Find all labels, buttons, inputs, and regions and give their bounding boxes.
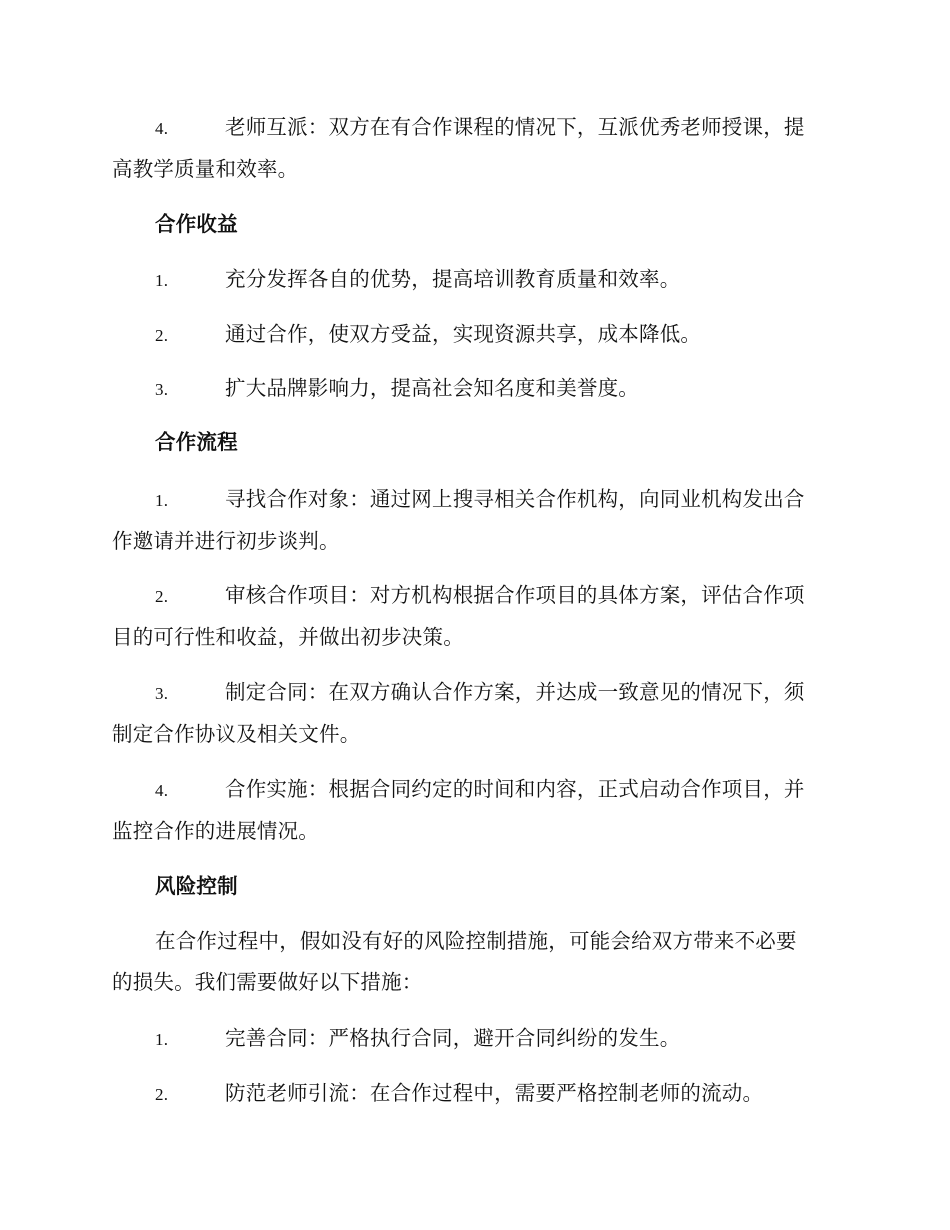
list-item-text: 充分发挥各自的优势，提高培训教育质量和效率。 <box>225 267 681 291</box>
list-number: 3. <box>155 684 169 703</box>
list-item-line: 高教学质量和效率。 <box>112 157 299 181</box>
list-item-line <box>112 672 832 714</box>
list-item-line: 制定合作协议及相关文件。 <box>112 722 361 746</box>
list-item <box>112 575 832 658</box>
section-heading: 合作收益 <box>155 212 238 236</box>
section-heading: 风险控制 <box>155 874 238 898</box>
list-item <box>112 368 832 410</box>
list-item-text: 通过合作，使双方受益，实现资源共享，成本降低。 <box>225 322 702 346</box>
list-number: 4. <box>155 781 169 800</box>
list-number: 2. <box>155 587 169 606</box>
list-item-line: 作邀请并进行初步谈判。 <box>112 529 340 553</box>
list-item <box>112 479 832 562</box>
list-item-line <box>112 769 832 811</box>
list-number: 2. <box>155 326 169 345</box>
paragraph-line: 的损失。我们需要做好以下措施： <box>112 970 423 994</box>
list-item <box>112 259 832 301</box>
list-item-line <box>112 259 832 301</box>
list-number: 3. <box>155 380 169 399</box>
section-heading: 合作流程 <box>155 430 238 454</box>
list-number: 2. <box>155 1085 169 1104</box>
list-item <box>112 107 832 190</box>
paragraph <box>112 921 832 1003</box>
list-item-line <box>112 107 832 149</box>
list-item-line <box>112 479 832 521</box>
list-item-line <box>112 1018 832 1060</box>
list-item <box>112 314 832 356</box>
list-item <box>112 672 832 755</box>
list-item-text: 扩大品牌影响力，提高社会知名度和美誉度。 <box>225 376 639 400</box>
list-item-line <box>112 575 832 617</box>
list-item-line: 监控合作的进展情况。 <box>112 819 319 843</box>
list-item-text: 制定合同：在双方确认合作方案，并达成一致意见的情况下，须 <box>225 680 805 704</box>
list-number: 1. <box>155 1030 169 1049</box>
list-item-line: 目的可行性和收益，并做出初步决策。 <box>112 625 464 649</box>
list-item-line <box>112 314 832 356</box>
list-number: 1. <box>155 271 169 290</box>
list-item-line <box>112 368 832 410</box>
list-item-line <box>112 1073 832 1115</box>
list-item <box>112 1018 832 1060</box>
list-item-text: 寻找合作对象：通过网上搜寻相关合作机构，向同业机构发出合 <box>225 487 805 511</box>
list-item <box>112 1073 832 1115</box>
list-item-text: 完善合同：严格执行合同，避开合同纠纷的发生。 <box>225 1026 681 1050</box>
list-item-text: 防范老师引流：在合作过程中，需要严格控制老师的流动。 <box>225 1081 764 1105</box>
list-item-text: 合作实施：根据合同约定的时间和内容，正式启动合作项目，并 <box>225 777 805 801</box>
paragraph-line: 在合作过程中，假如没有好的风险控制措施，可能会给双方带来不必要 <box>155 929 797 953</box>
list-item <box>112 769 832 852</box>
list-item-text: 审核合作项目：对方机构根据合作项目的具体方案，评估合作项 <box>225 583 805 607</box>
list-item-text: 老师互派：双方在有合作课程的情况下，互派优秀老师授课，提 <box>225 115 805 139</box>
list-number: 1. <box>155 491 169 510</box>
list-number: 4. <box>155 119 169 138</box>
